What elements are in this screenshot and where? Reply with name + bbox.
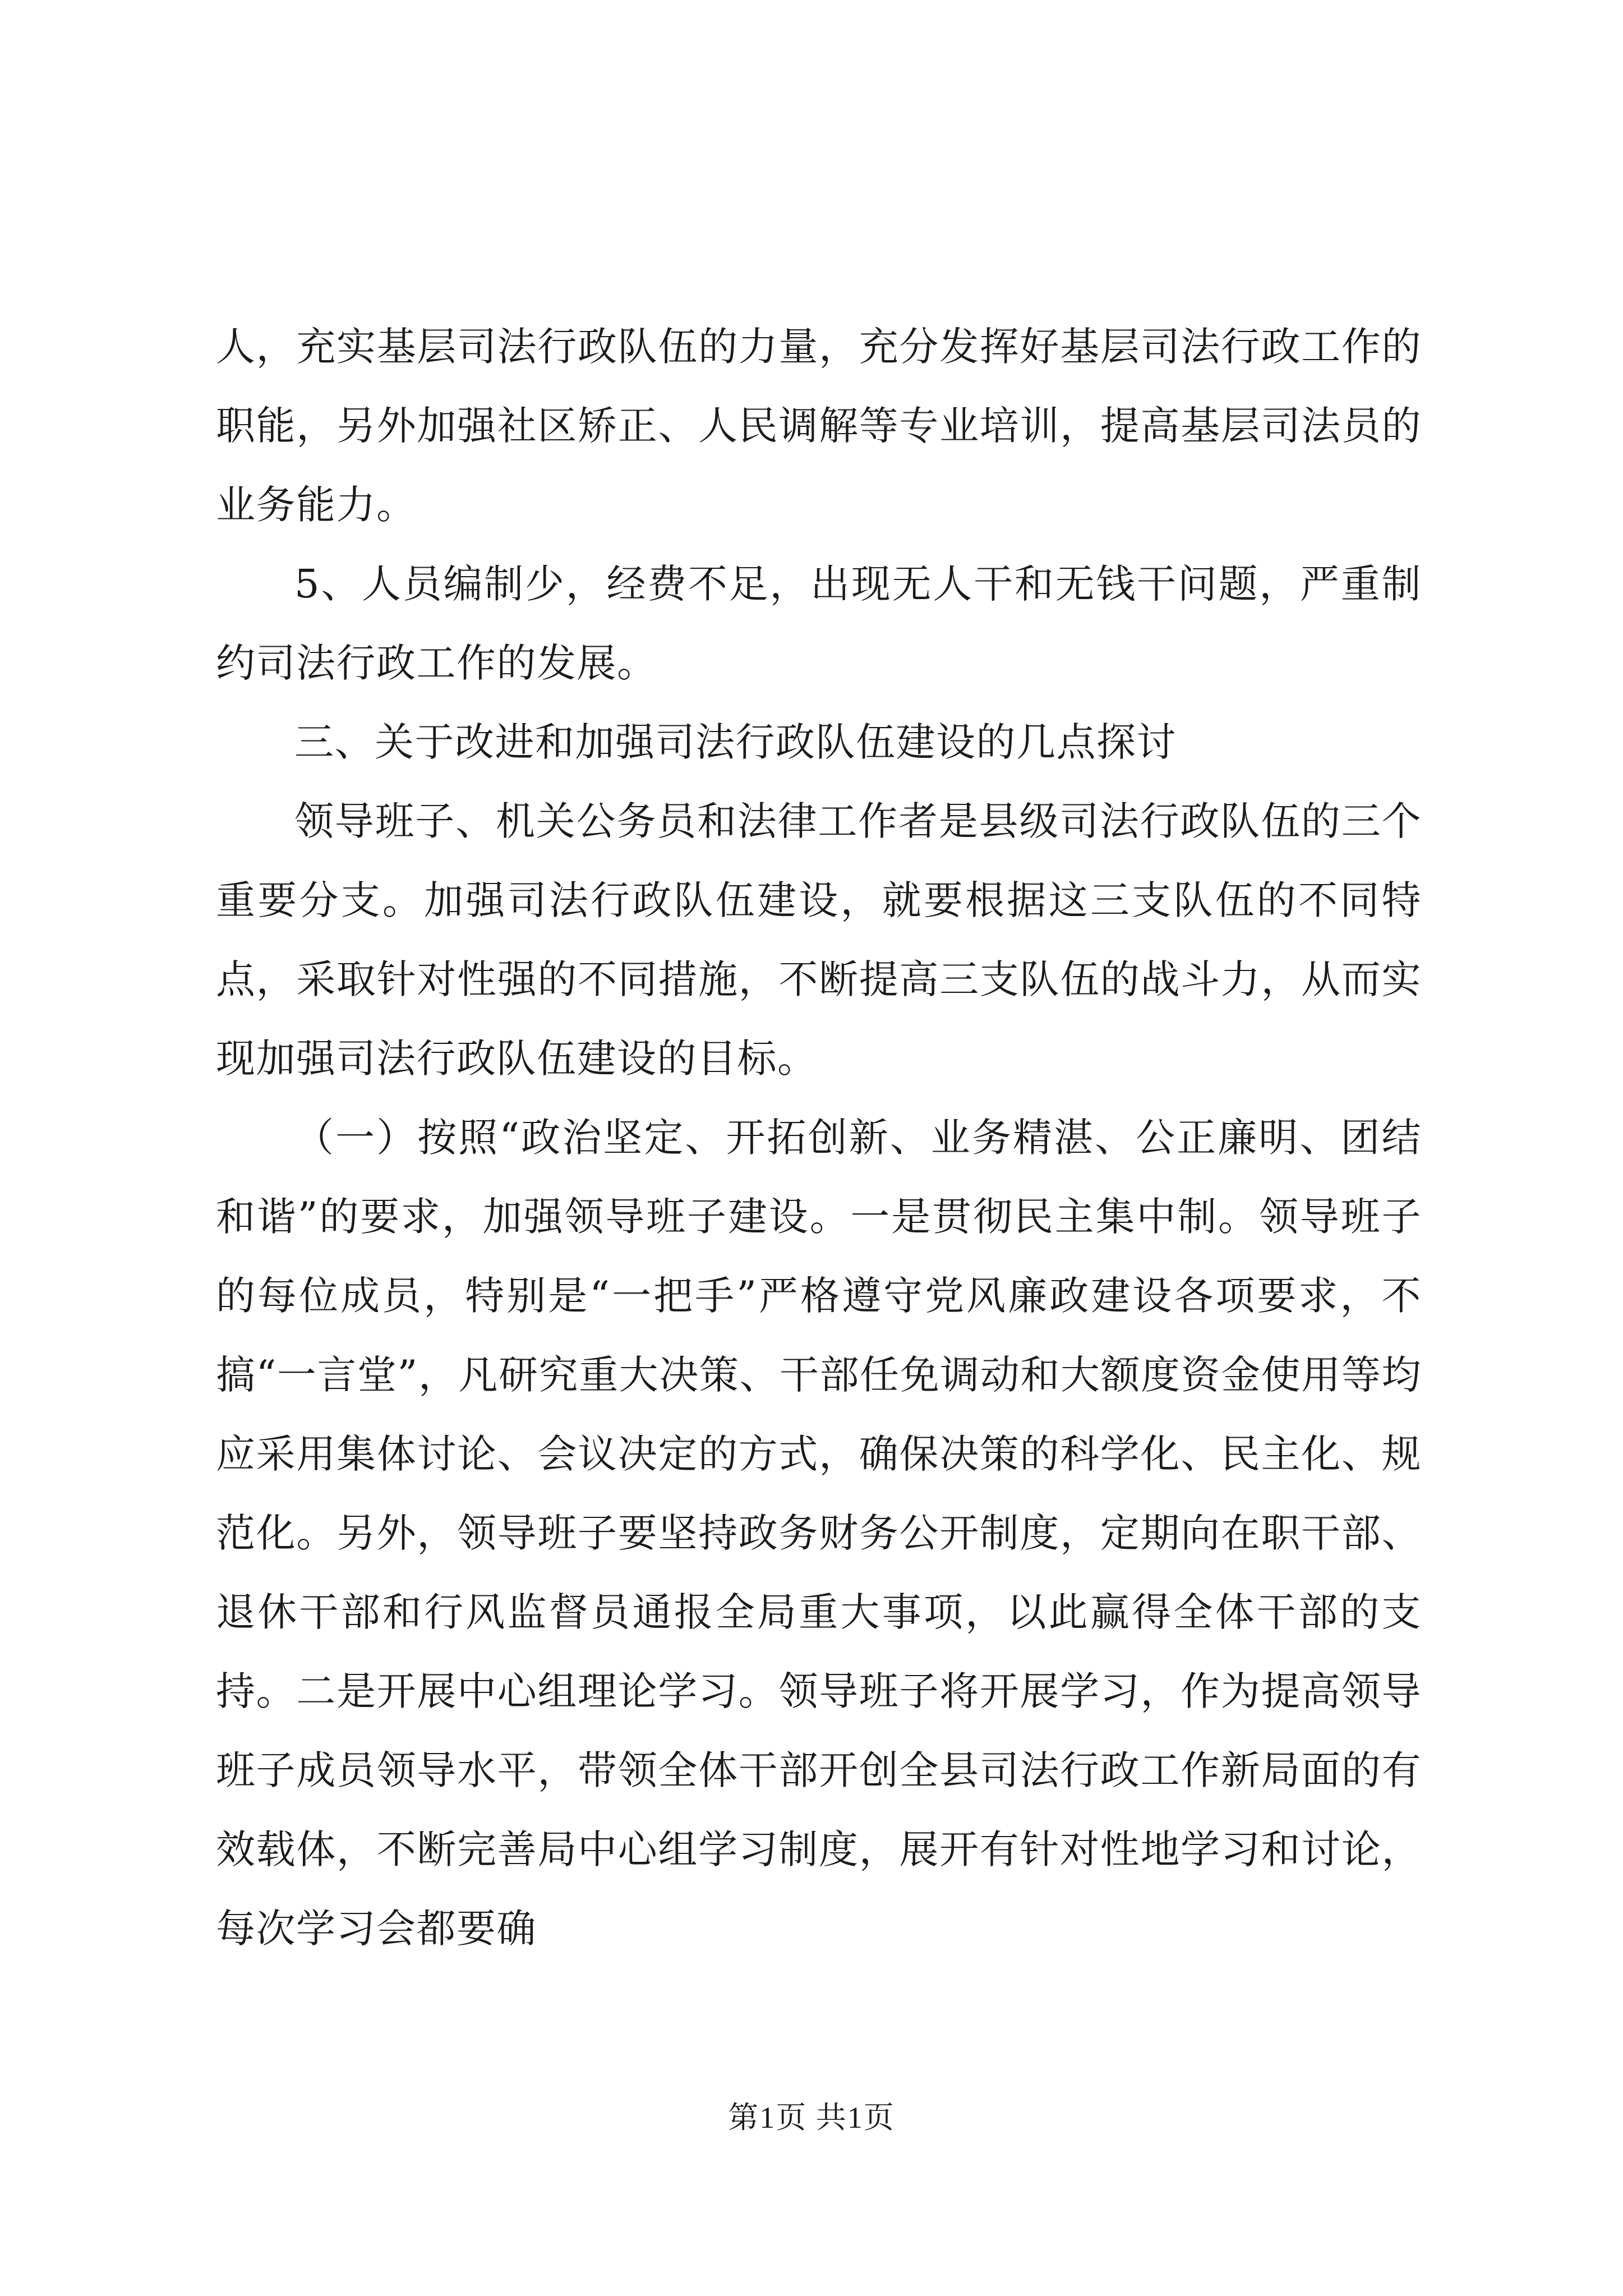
section-heading: 三、关于改进和加强司法行政队伍建设的几点探讨 (294, 719, 1177, 765)
paragraph-subsection-1: （一）按照“政治坚定、开拓创新、业务精湛、公正廉明、团结和谐”的要求，加强领导班子建设。一是贯彻民主集中制。领导班子的每位成员，特别是“一把手”严格遵守党风廉政建设各项要求，不搞“一言堂”，凡研究重大决策、干部任免调动和大额度资金使用等均应采用集体讨论、会议决定的方式，确保决策的科学化、民主化、规范化。另外，领导班子要坚持政务财务公开制度，定期向在职干部、退休干部和行风监督员通报全局重大事项，以此赢得全体干部的支持。二是开展中心组理论学习。领导班子将开展学习，作为提高领导班子成员领导水平，带领全体干部开创全县司法行政工作新局面的有效载体，不断完善局中心组学习制度，展开有针对性地学习和讨论，每次学习会都要确 (216, 1115, 1422, 1952)
document-body (216, 307, 1422, 1968)
paragraph-continuation: 人，充实基层司法行政队伍的力量，充分发挥好基层司法行政工作的职能，另外加强社区矫正、人民调解等专业培训，提高基层司法员的业务能力。 (216, 324, 1422, 528)
page-footer: 第1页 共1页 (728, 2101, 895, 2134)
paragraph-overview: 领导班子、机关公务员和法律工作者是县级司法行政队伍的三个重要分支。加强司法行政队伍建设，就要根据这三支队伍的不同特点，采取针对性强的不同措施，不断提高三支队伍的战斗力，从而实现加强司法行政队伍建设的目标。 (216, 798, 1422, 1082)
paragraph-item-5: 5、人员编制少，经费不足，出现无人干和无钱干问题，严重制约司法行政工作的发展。 (216, 561, 1422, 686)
